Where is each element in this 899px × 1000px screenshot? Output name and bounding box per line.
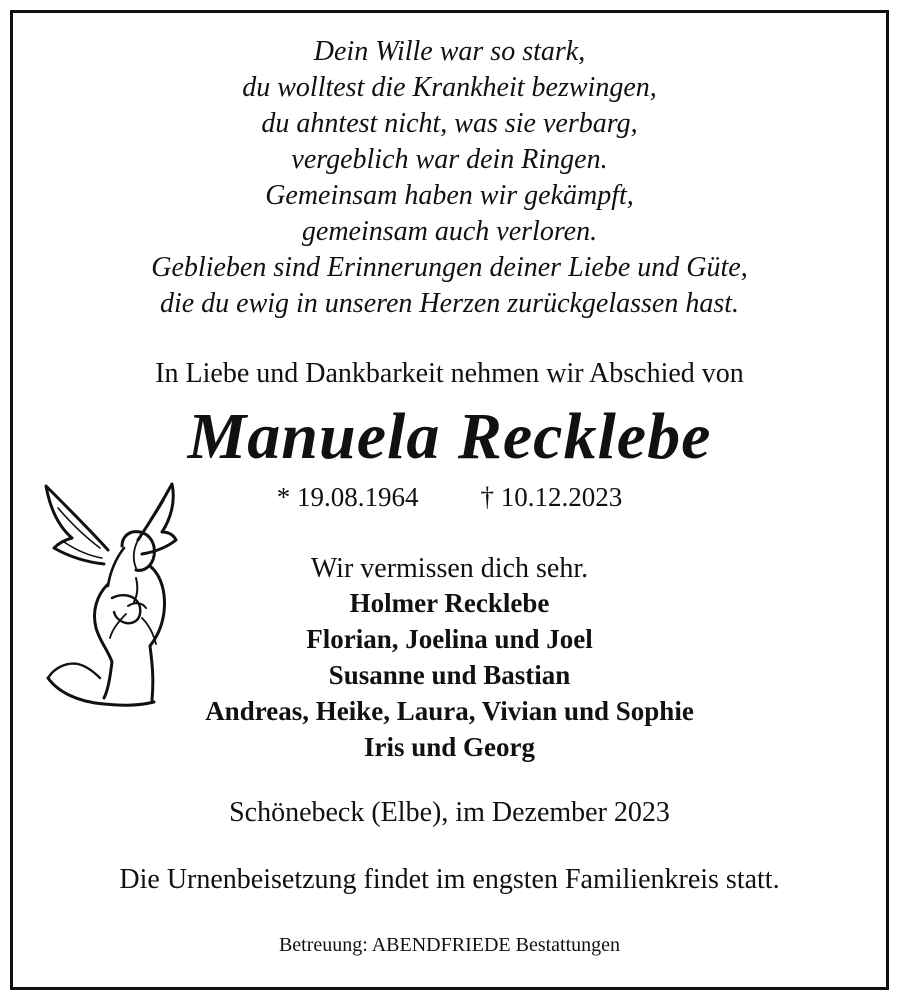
burial-note: Die Urnenbeisetzung findet im engsten Familienkreis statt. — [119, 864, 780, 895]
poem-line: du wolltest die Krankheit bezwingen, — [242, 72, 657, 103]
poem-line: die du ewig in unseren Herzen zurückgelassen hast. — [159, 288, 740, 319]
poem-line: gemeinsam auch verloren. — [301, 216, 598, 247]
poem-line: Geblieben sind Erinnerungen deiner Liebe und Güte, — [151, 252, 748, 283]
mourner-name: Andreas, Heike, Laura, Vivian und Sophie — [205, 696, 694, 726]
deceased-name: Manuela Recklebe — [187, 400, 712, 473]
place-date: Schönebeck (Elbe), im Dezember 2023 — [229, 797, 670, 828]
farewell-intro: In Liebe und Dankbarkeit nehmen wir Abschied von — [155, 358, 744, 389]
poem-line: vergeblich war dein Ringen. — [291, 144, 608, 175]
mourner-name: Florian, Joelina und Joel — [306, 624, 593, 654]
poem-line: du ahntest nicht, was sie verbarg, — [261, 108, 638, 139]
poem-line: Gemeinsam haben wir gekämpft, — [265, 180, 634, 211]
mourner-name: Holmer Recklebe — [349, 588, 550, 618]
mourner-name: Susanne und Bastian — [328, 660, 571, 690]
death-date: † 10.12.2023 — [480, 482, 623, 512]
funeral-home-credit: Betreuung: ABENDFRIEDE Bestattungen — [278, 934, 621, 956]
poem-line: Dein Wille war so stark, — [313, 36, 586, 67]
mourner-name: Iris und Georg — [363, 732, 536, 762]
birth-date: * 19.08.1964 — [276, 482, 419, 512]
miss-line: Wir vermissen dich sehr. — [310, 553, 589, 584]
